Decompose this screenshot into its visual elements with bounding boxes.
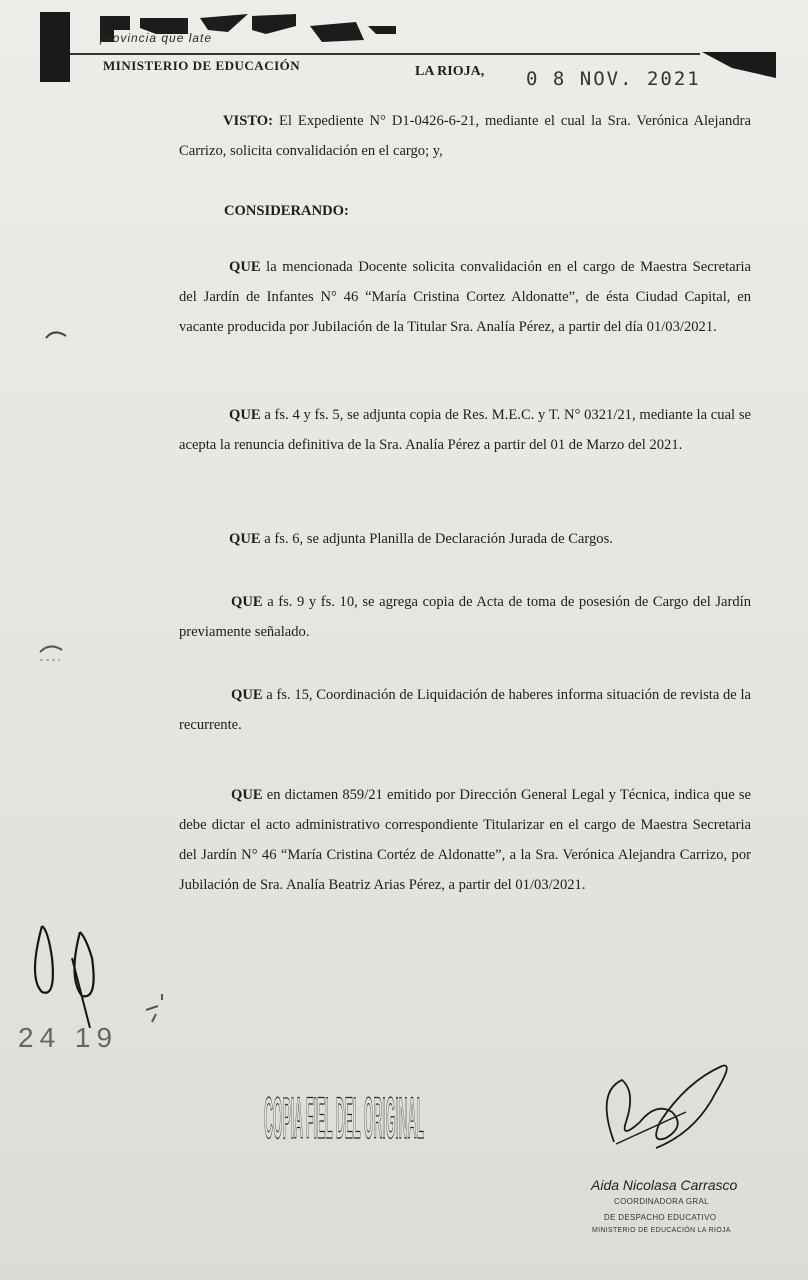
header-corner-tab	[702, 52, 776, 78]
handwritten-initials	[20, 918, 110, 1028]
hole-punch-mark	[44, 326, 68, 340]
visto-paragraph	[179, 106, 751, 166]
margin-note: 24 19	[18, 1022, 119, 1053]
ink-dash-mark	[140, 990, 176, 1040]
que-paragraph-5: QUE a fs. 15, Coordinación de Liquidación de haberes informa situación de revista de la recurrente.	[179, 687, 751, 733]
header-black-bar	[40, 12, 70, 82]
que-label: QUE	[231, 787, 263, 803]
city-label: LA RIOJA,	[415, 64, 485, 79]
que-label: QUE	[231, 687, 263, 703]
que-paragraph-2: QUE a fs. 4 y fs. 5, se adjunta copia de Res. M.E.C. y T. N° 0321/21, mediante la cual se acepta la renuncia definitiva de la Sra. Analía Pérez a partir del 01 de Marzo del 2021.	[179, 407, 751, 453]
signatory-name: Aida Nicolasa Carrasco	[591, 1177, 738, 1193]
que-paragraph-3: QUE a fs. 6, se adjunta Planilla de Declaración Jurada de Cargos.	[229, 531, 613, 547]
considerando-heading: CONSIDERANDO:	[224, 203, 349, 219]
hole-punch-mark	[36, 640, 66, 664]
signatory-title-3: MINISTERIO DE EDUCACIÓN LA RIOJA	[592, 1227, 731, 1234]
visto-label: VISTO:	[223, 113, 274, 129]
signatory-title-2: DE DESPACHO EDUCATIVO	[604, 1213, 717, 1222]
stamp-text: COPIA FIEL DEL ORIGINAL	[264, 1086, 424, 1148]
ministry-name: MINISTERIO DE EDUCACIÓN	[103, 58, 301, 73]
que-paragraph-4: QUE a fs. 9 y fs. 10, se agrega copia de Acta de toma de posesión de Cargo del Jardín previamente señalado.	[179, 594, 751, 640]
date-stamp: 0 8 NOV. 2021	[526, 68, 701, 90]
que-paragraph-6: QUE en dictamen 859/21 emitido por Dirección General Legal y Técnica, indica que se debe dictar el acto administrativo correspondiente Titularizar en el cargo de Maestra Secretaria del Jardín N° 46 “María Cristina Cortéz de Aldonatte”, a la Sra. Verónica Alejandra Carrizo, por Jubilación de Sra. Analía Beatriz Arias Pérez, a partir del 01/03/2021.	[179, 787, 751, 893]
que-paragraph-1: QUE la mencionada Docente solicita convalidación en el cargo de Maestra Secretaria del Jardín de Infantes N° 46 “María Cristina Cortez Aldonatte”, de ésta Ciudad Capital, en vacante producida por Jubilación de la Titular Sra. Analía Pérez, a partir del día 01/03/2021.	[179, 259, 751, 335]
que-label: QUE	[229, 259, 261, 275]
copia-fiel-stamp	[262, 1082, 426, 1148]
que-label: QUE	[229, 531, 261, 547]
signature	[596, 1052, 736, 1162]
signatory-title-1: COORDINADORA GRAL	[614, 1197, 709, 1206]
que-label: QUE	[231, 594, 263, 610]
que-label: QUE	[229, 407, 261, 423]
header-rule	[70, 53, 700, 55]
province-slogan: provincia que late	[100, 31, 213, 45]
visto-text: El Expediente N° D1-0426-6-21, mediante el cual la Sra. Verónica Alejandra Carrizo, solicita convalidación en el cargo; y,	[179, 113, 751, 159]
